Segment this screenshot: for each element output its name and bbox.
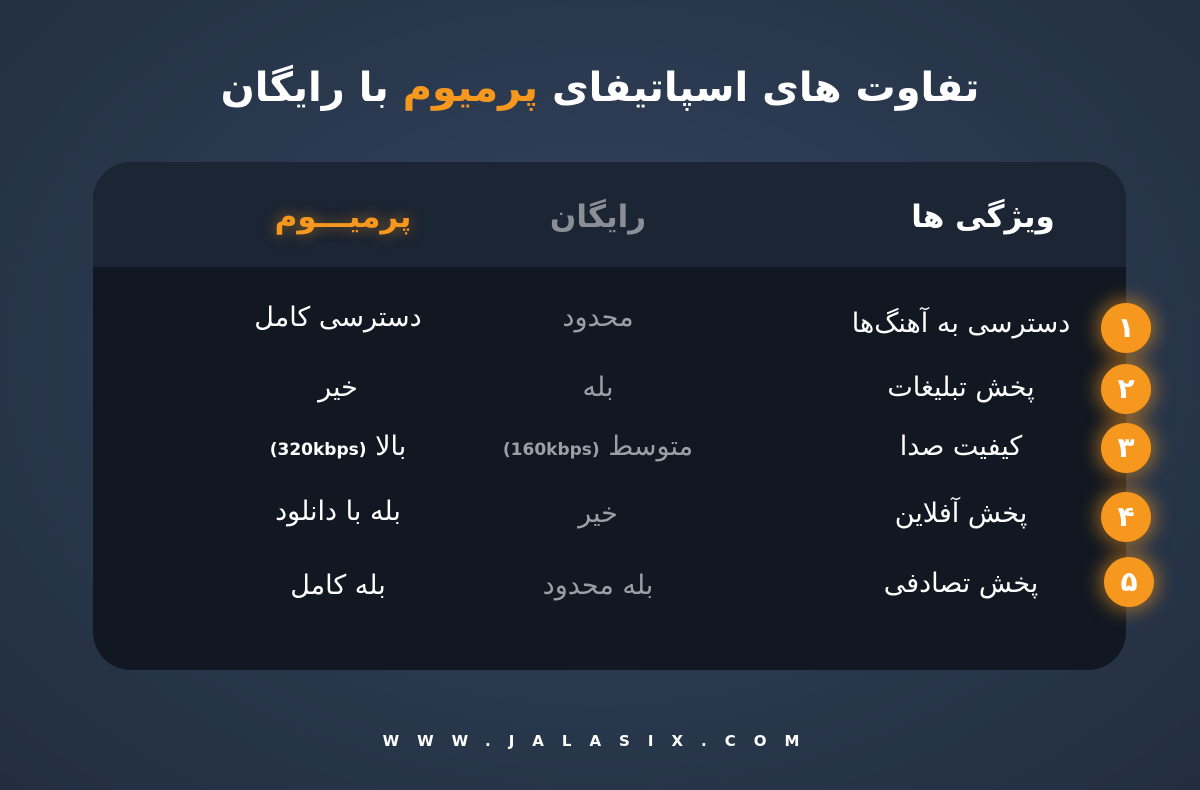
row-1-number-badge: ۱	[1101, 303, 1151, 353]
column-header-free: رایگان	[549, 199, 647, 235]
row-4-feature: پخش آفلاین	[894, 498, 1028, 529]
row-4-number-badge: ۴	[1101, 492, 1151, 542]
row-3-premium-bitrate: (320kbps)	[269, 440, 367, 460]
row-5-premium: بله کامل	[290, 570, 386, 601]
row-3-free	[473, 425, 723, 469]
row-3-premium	[173, 425, 503, 469]
row-1-feature: دسترسی به آهنگ‌ها	[851, 308, 1071, 339]
row-2-number-badge: ۲	[1101, 364, 1151, 414]
title-text-end: با رایگان	[220, 65, 389, 111]
row-5-free: بله محدود	[542, 570, 654, 601]
row-2-feature: پخش تبلیغات	[887, 372, 1035, 403]
row-3-free-value: متوسط	[608, 431, 694, 462]
comparison-table	[93, 162, 1126, 670]
column-header-features: ویژگی ها	[911, 199, 1055, 235]
row-1-free: محدود	[562, 302, 634, 333]
row-4-free: خیر	[578, 498, 618, 529]
website-url: WWW.JALASIX.COM	[382, 732, 818, 750]
row-3-free-bitrate: (160kbps)	[502, 440, 600, 460]
row-4-premium: بله با دانلود	[275, 496, 401, 527]
column-header-premium: پرمیـــوم	[274, 199, 412, 235]
row-2-premium: خیر	[318, 372, 358, 403]
row-5-number-badge: ۵	[1104, 557, 1154, 607]
row-3-number-badge: ۳	[1101, 423, 1151, 473]
row-3-feature: کیفیت صدا	[899, 431, 1023, 462]
row-2-free: بله	[582, 372, 614, 403]
row-3-premium-value: بالا	[375, 431, 407, 462]
title-text-start: تفاوت های اسپاتیفای	[552, 65, 980, 111]
table-header	[93, 162, 1126, 267]
title-accent-premium: پرمیوم	[402, 65, 539, 111]
page-title	[0, 58, 1200, 118]
row-1-premium: دسترسی کامل	[254, 302, 422, 333]
row-5-feature: پخش تصادفی	[883, 568, 1039, 599]
